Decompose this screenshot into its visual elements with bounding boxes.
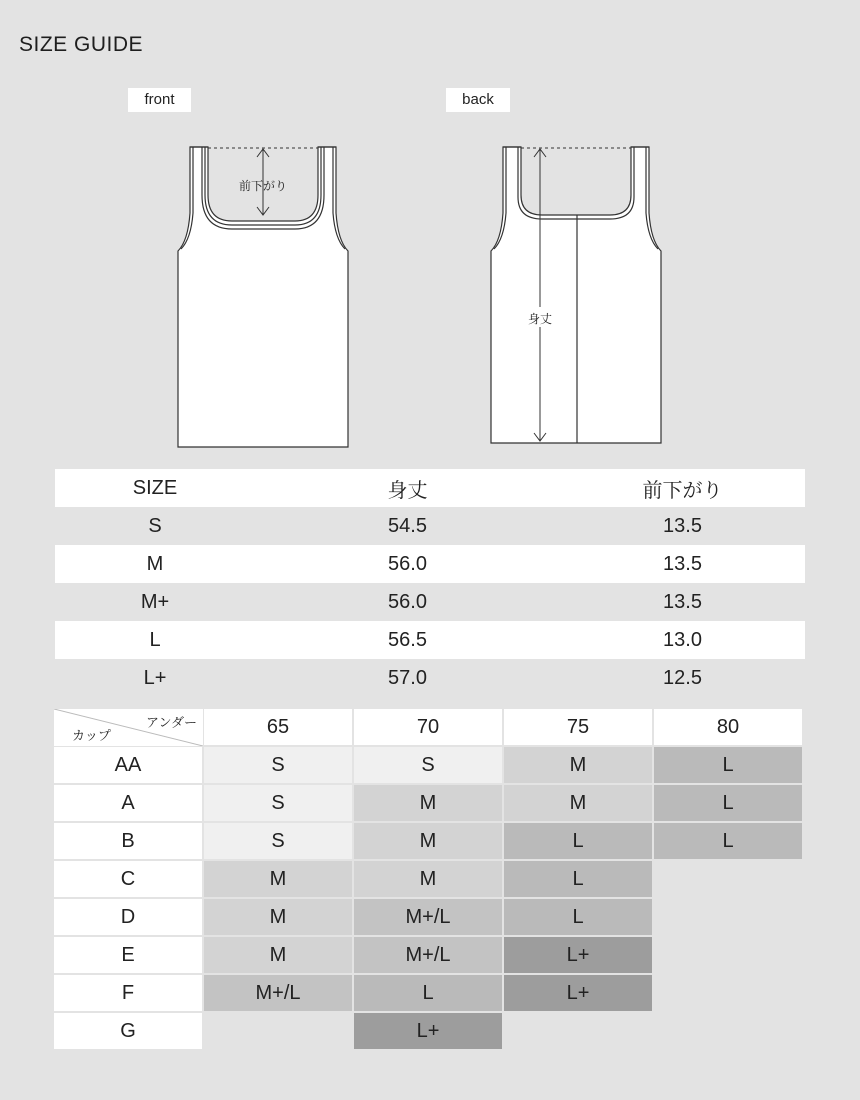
chart-cell: L [504, 899, 652, 935]
row-size: L+ [143, 666, 167, 689]
size-table [55, 469, 805, 697]
row-size: L [149, 628, 161, 651]
chart-cell: M [354, 785, 502, 821]
row-size: M [146, 552, 164, 575]
chart-cell: L [654, 785, 802, 821]
cup-header-g: G [54, 1013, 202, 1049]
chart-cell: S [204, 785, 352, 821]
table-row [55, 621, 805, 659]
chart-cell: M [504, 747, 652, 783]
chart-cell: L [354, 975, 502, 1011]
cup-header-b: B [54, 823, 202, 859]
under-header-80: 80 [654, 709, 802, 745]
chart-cell: M [204, 861, 352, 897]
chart-cell: L [504, 861, 652, 897]
cup-label: カップ [72, 728, 111, 743]
chart-cell: M [504, 785, 652, 821]
cup-header-aa: AA [54, 747, 202, 783]
header-front-drop: 前下がり [642, 479, 723, 502]
table-row [55, 583, 805, 621]
size-table-header [55, 469, 805, 507]
header-size: SIZE [132, 476, 178, 499]
chart-cell: M [354, 823, 502, 859]
row-front-drop: 13.5 [663, 552, 702, 575]
chart-cell: S [204, 823, 352, 859]
table-row [55, 659, 805, 697]
row-front-drop: 13.5 [663, 514, 702, 537]
header-length: 身丈 [387, 479, 428, 502]
table-row [55, 545, 805, 583]
front-view-label: front [128, 88, 191, 112]
chart-cell: M+/L [354, 899, 502, 935]
chart-cell: M+/L [204, 975, 352, 1011]
cup-header-a: A [54, 785, 202, 821]
cup-header-f: F [54, 975, 202, 1011]
cup-header-c: C [54, 861, 202, 897]
under-label: アンダー [146, 715, 197, 730]
chart-cell: L [654, 747, 802, 783]
page-title: SIZE GUIDE [19, 33, 144, 56]
under-header-65: 65 [204, 709, 352, 745]
row-size: M+ [140, 590, 170, 613]
back-tank-illustration [488, 135, 678, 455]
front-tank-illustration [170, 135, 360, 455]
row-size: S [148, 514, 162, 537]
row-front-drop: 12.5 [663, 666, 702, 689]
chart-cell: L+ [504, 975, 652, 1011]
front-drop-label: 前下がり [238, 179, 288, 193]
chart-cell: S [204, 747, 352, 783]
chart-cell: M [204, 899, 352, 935]
cup-header-e: E [54, 937, 202, 973]
row-length: 57.0 [388, 666, 427, 689]
chart-corner-cell [54, 709, 203, 746]
chart-cell: L [504, 823, 652, 859]
chart-cell: L+ [354, 1013, 502, 1049]
chart-cell: L+ [504, 937, 652, 973]
row-length: 54.5 [388, 514, 427, 537]
row-length: 56.5 [388, 628, 427, 651]
chart-cell: M+/L [354, 937, 502, 973]
row-length: 56.0 [388, 590, 427, 613]
chart-cell: L [654, 823, 802, 859]
row-length: 56.0 [388, 552, 427, 575]
under-header-70: 70 [354, 709, 502, 745]
table-row [55, 507, 805, 545]
row-front-drop: 13.0 [663, 628, 702, 651]
chart-cell: M [204, 937, 352, 973]
chart-cell: M [354, 861, 502, 897]
length-label: 身丈 [527, 312, 553, 326]
back-view-label: back [446, 88, 510, 112]
chart-cell: S [354, 747, 502, 783]
cup-header-d: D [54, 899, 202, 935]
under-header-75: 75 [504, 709, 652, 745]
row-front-drop: 13.5 [663, 590, 702, 613]
